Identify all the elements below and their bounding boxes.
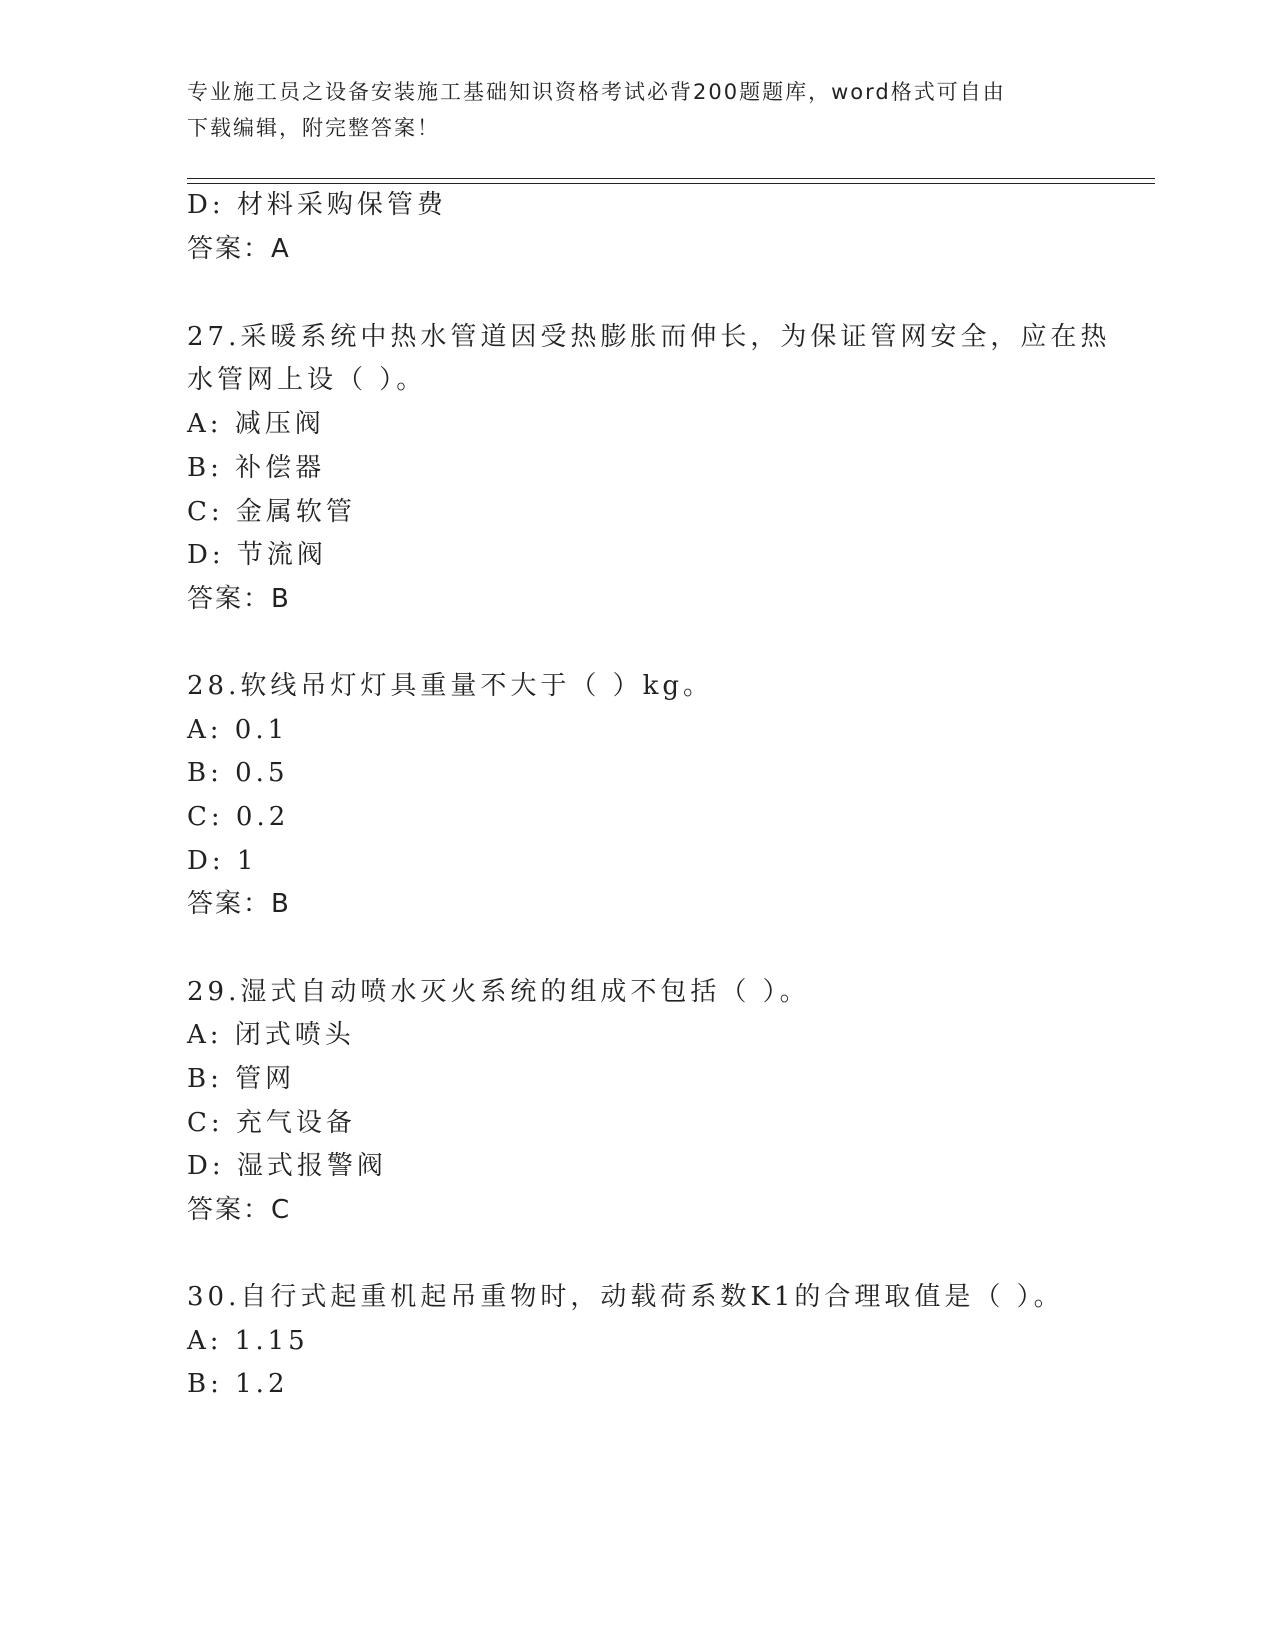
q27-option-d: D: 节流阀 (187, 540, 327, 570)
q30-option-a: A: 1.15 (187, 1326, 309, 1356)
q29-option-b: B: 管网 (187, 1064, 296, 1094)
q30-stem-line1: 30.自行式起重机起吊重物时，动载荷系数K1的合理取值是（ ）。 (187, 1282, 1064, 1312)
prev-answer: 答案：A (187, 234, 291, 264)
q28-option-d: D: 1 (187, 846, 258, 876)
q28-answer: 答案：B (187, 889, 291, 919)
header-divider-bottom (187, 183, 1155, 184)
q27-option-c: C: 金属软管 (187, 497, 356, 527)
q29-answer: 答案：C (187, 1195, 292, 1225)
q29-option-a: A: 闭式喷头 (187, 1020, 355, 1050)
q29-stem-line1: 29.湿式自动喷水灭火系统的组成不包括（ ）。 (187, 977, 810, 1007)
q28-option-b: B: 0.5 (187, 758, 289, 788)
q28-option-c: C: 0.2 (187, 802, 290, 832)
header-line-1: 专业施工员之设备安装施工基础知识资格考试必背200题题库，word格式可自由 (187, 80, 1006, 104)
q29-option-d: D: 湿式报警阀 (187, 1151, 387, 1181)
header-divider-top (187, 178, 1155, 179)
q27-option-a: A: 减压阀 (187, 409, 325, 439)
q27-stem-line2: 水管网上设（ ）。 (187, 365, 427, 395)
q27-option-b: B: 补偿器 (187, 453, 326, 483)
header-line-2: 下载编辑，附完整答案！ (187, 116, 440, 140)
q30-option-b: B: 1.2 (187, 1369, 289, 1399)
prev-option-d: D: 材料采购保管费 (187, 190, 447, 220)
q27-answer: 答案：B (187, 584, 291, 614)
q28-stem-line1: 28.软线吊灯灯具重量不大于（ ）kg。 (187, 671, 714, 701)
q28-option-a: A: 0.1 (187, 715, 289, 745)
q27-stem-line1: 27.采暖系统中热水管道因受热膨胀而伸长，为保证管网安全，应在热 (187, 322, 1111, 352)
q29-option-c: C: 充气设备 (187, 1108, 356, 1138)
document-header (187, 74, 1067, 146)
